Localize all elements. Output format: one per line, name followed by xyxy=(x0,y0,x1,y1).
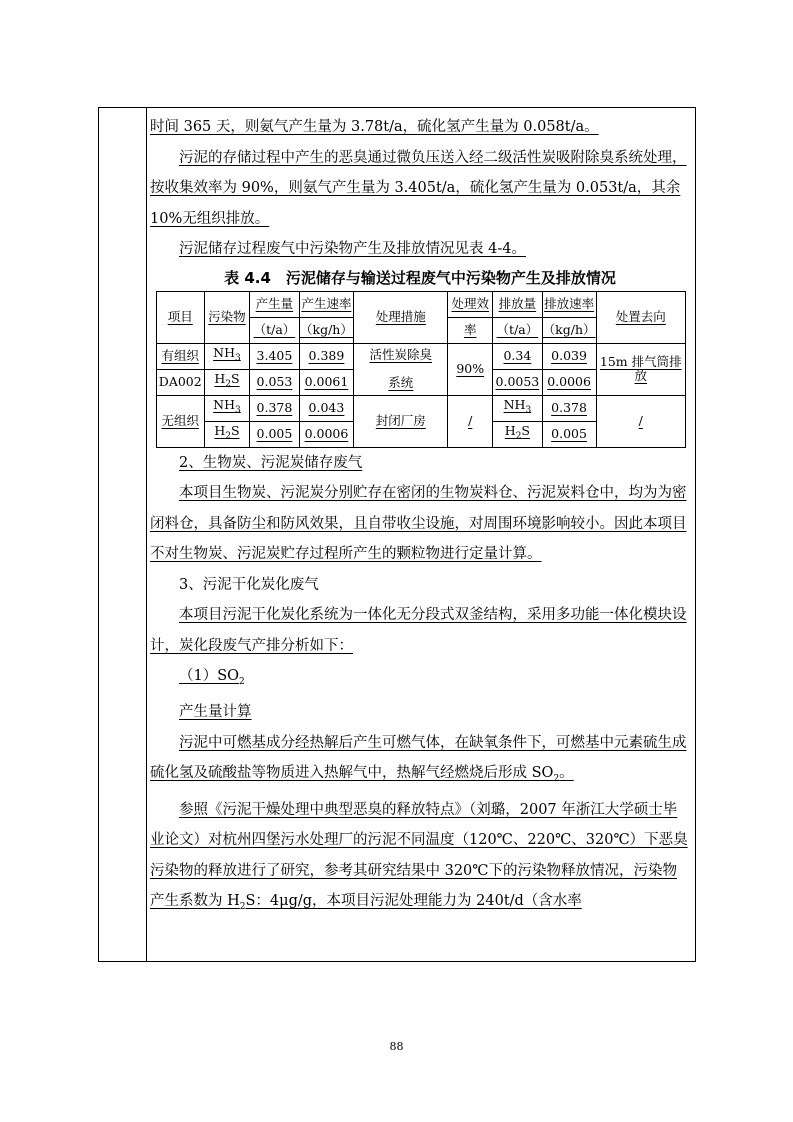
emission-table xyxy=(156,291,686,448)
unorg-label: 无组织 xyxy=(157,395,205,447)
header-gen-unit: （t/a） xyxy=(250,317,299,343)
unorg-h2s-emit: $H_2S$ xyxy=(493,421,542,447)
header-gen: 产生量 xyxy=(250,291,299,317)
page-number: 88 xyxy=(389,1040,404,1053)
header-genrate-unit: （kg/h） xyxy=(299,317,354,343)
header-eff: 处理效 xyxy=(448,291,493,317)
unorg-nh3: $NH_3$ xyxy=(204,395,250,421)
org-nh3: $NH_3$ xyxy=(204,343,250,369)
org-h2s-gen: 0.053 xyxy=(250,369,299,395)
org-h2s: $H_2S$ xyxy=(204,369,250,395)
org-label-1: 有组织 xyxy=(157,343,205,369)
paragraph-2: 污泥的存储过程中产生的恶臭通过微负压送入经二级活性炭吸附除臭系统处理，按收集效率为 90%，则氨气产生量为 3.405t/a，硫化氢产生量为 0.053t/a，其余 10%无组织排放。 xyxy=(150,149,687,227)
header-pollutant: 污染物 xyxy=(204,291,250,343)
unorg-h2s: $H_2S$ xyxy=(204,421,250,447)
unorg-h2s-rate: 0.0006 xyxy=(299,421,354,447)
unorg-eff: / xyxy=(448,395,493,447)
heading-4: $(1)SO_2$ xyxy=(179,668,245,687)
org-nh3-rate: 0.389 xyxy=(299,343,354,369)
paragraph-4: 本项目生物炭、污泥炭分别贮存在密闭的生物炭料仓、污泥炭料仓中，均为为密闭料仓，具备防尘和防风效果，且自带收尘设施，对周围环境影响较小。因此本项目不对生物炭、污泥炭贮存过程所产生的颗粒物进行定量计算。 xyxy=(150,485,687,562)
unorg-nh3-gen: 0.378 xyxy=(250,395,299,421)
header-measure: 处理措施 xyxy=(354,291,448,343)
org-nh3-gen: 3.405 xyxy=(250,343,299,369)
unorg-h2s-emitrate: 0.005 xyxy=(542,421,596,447)
org-h2s-emit: 0.0053 xyxy=(493,369,542,395)
paragraph-3: 污泥储存过程废气中污染物产生及排放情况见表 4-4。 xyxy=(179,241,526,257)
paragraph-1: 时间 365 天，则氨气产生量为 3.78t/a，硫化氢产生量为 0.058t/a。 xyxy=(150,119,599,135)
unorg-nh3-emit: $NH_3$ xyxy=(493,395,542,421)
unorg-nh3-rate: 0.043 xyxy=(299,395,354,421)
content-area xyxy=(150,112,690,923)
unorg-h2s-gen: 0.005 xyxy=(250,421,299,447)
heading-2: 2、生物炭、污泥炭储存废气 xyxy=(179,454,363,471)
left-column xyxy=(99,108,147,961)
header-emit: 排放量 xyxy=(493,291,542,317)
table-title: 表 4.4 污泥储存与输送过程废气中污染物产生及排放情况 xyxy=(224,268,616,287)
heading-3: 3、污泥干化炭化废气 xyxy=(179,576,319,593)
org-h2s-emitrate: 0.0006 xyxy=(542,369,596,395)
org-eff: 90% xyxy=(448,343,493,395)
org-h2s-rate: 0.0061 xyxy=(299,369,354,395)
org-nh3-emit: 0.34 xyxy=(493,343,542,369)
unorg-dest: / xyxy=(596,395,685,447)
header-item: 项目 xyxy=(157,291,205,343)
header-genrate: 产生速率 xyxy=(299,291,354,317)
org-nh3-emitrate: 0.039 xyxy=(542,343,596,369)
org-dest: 15m 排气筒排放 xyxy=(596,343,685,395)
header-emitrate: 排放速率 xyxy=(542,291,596,317)
header-emit-unit: （t/a） xyxy=(493,317,542,343)
paragraph-6: 污泥中可燃基成分经热解后产生可燃气体，在缺氧条件下，可燃基中元素硫生成硫化氢及硫酸盐等物质进入热解气中，热解气经燃烧后形成 $SO_2$。 xyxy=(150,734,687,785)
header-emitrate-unit: （kg/h） xyxy=(542,317,596,343)
org-label-2: DA002 xyxy=(157,369,205,395)
heading-5: 产生量计算 xyxy=(179,704,252,721)
header-eff2: 率 xyxy=(448,317,493,343)
header-dest: 处置去向 xyxy=(596,291,685,343)
paragraph-7: 参照《污泥干燥处理中典型恶臭的释放特点》（刘璐，2007 年浙江大学硕士毕业论文）对杭州四堡污水处理厂的污泥不同温度（120℃、220℃、320℃）下恶臭污染物的释放进行了研究，参考其研究结果中 320℃下的污染物释放情况，污染物产生系数为 $H_2S$：4μg/g，本项目污泥处理能力为 240t/d（含水率 xyxy=(150,801,688,913)
org-measure: 活性炭除臭 系统 xyxy=(354,343,448,395)
unorg-nh3-emitrate: 0.378 xyxy=(542,395,596,421)
unorg-measure: 封闭厂房 xyxy=(354,395,448,447)
paragraph-5: 本项目污泥干化炭化系统为一体化无分段式双釜结构，采用多功能一体化模块设计，炭化段废气产排分析如下： xyxy=(150,607,687,654)
